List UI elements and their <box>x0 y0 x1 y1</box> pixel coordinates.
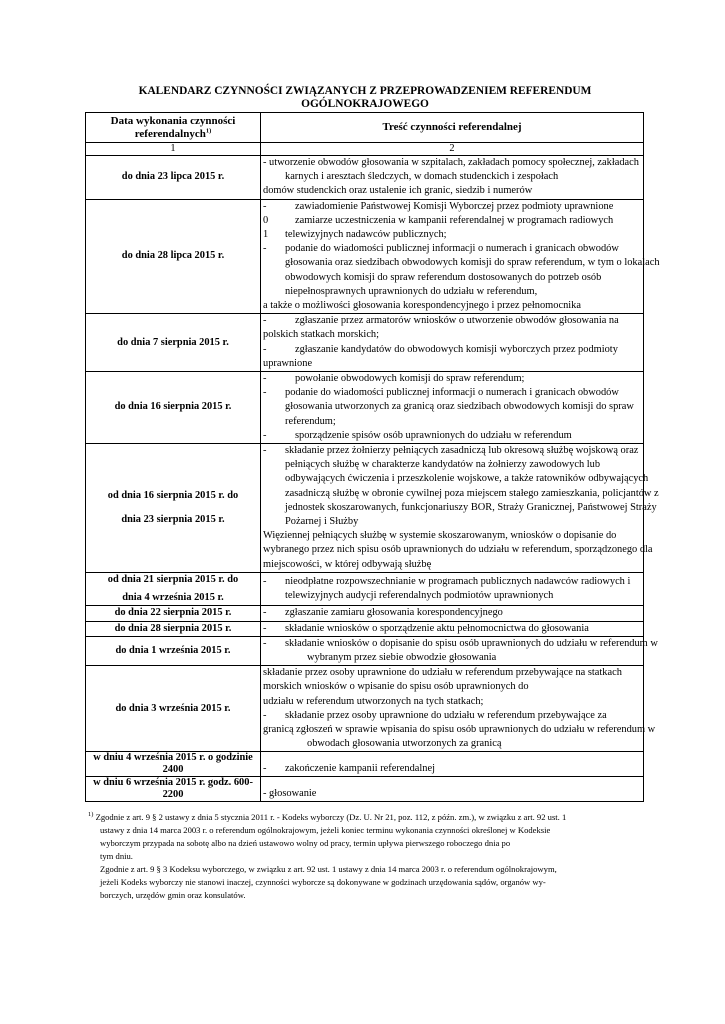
date-line: w dniu 6 września 2015 r. godz. 600- <box>93 777 253 789</box>
content-line: niepełnosprawnych uprawnionych do udziału w referendum, <box>285 285 538 297</box>
bullet-marker: - <box>263 637 267 649</box>
row-content <box>261 666 656 752</box>
content-line: składanie przez osoby uprawnione do udziału w referendum przebywające na statkach <box>263 667 622 679</box>
document-title <box>100 85 630 110</box>
table-row <box>86 444 644 573</box>
date-line: do dnia 28 sierpnia 2015 r. <box>114 622 232 634</box>
row-date <box>86 314 261 372</box>
footnote-marker: 1) <box>88 811 94 819</box>
content-line: głosowania oraz siedzibach obwodowych komisji do spraw referendum, w tym o lokalach <box>285 257 660 269</box>
content-line: zgłaszanie zamiaru głosowania korespondencyjnego <box>285 607 503 619</box>
content-line: głosowania utworzonych za granicą oraz siedzibach obwodowych komisji do spraw <box>285 401 634 413</box>
row-date <box>86 572 261 605</box>
content-line: sporządzenie spisów osób uprawnionych do udziału w referendum <box>295 429 572 441</box>
bullet-marker: - <box>263 200 267 212</box>
row-date <box>86 606 261 621</box>
content-line: Więziennej pełniących służbę w systemie skoszarowanym, wniosków o dopisanie do <box>263 530 617 542</box>
footnote-line: borczych, urzędów gmin oraz konsulatów. <box>100 890 246 900</box>
content-line: nieodpłatne rozpowszechnianie w programach publicznych nadawców radiowych i <box>285 575 631 587</box>
content-line: telewizyjnych audycji referendalnych podmiotów uprawnionych <box>285 590 554 602</box>
footnote-line: wyborczym przypada na sobotę albo na dzień ustawowo wolny od pracy, termin upływa pierwszego roboczego dnia po <box>100 838 511 848</box>
table-row <box>86 777 644 802</box>
date-line: od dnia 16 sierpnia 2015 r. do <box>107 489 239 501</box>
content-line: zgłaszanie kandydatów do obwodowych komisji wyborczych przez podmioty <box>295 343 618 355</box>
table-row <box>86 621 644 636</box>
bullet-marker: - <box>263 387 267 399</box>
row-date <box>86 372 261 444</box>
footnote-ref: 1) <box>205 126 212 134</box>
content-line: podanie do wiadomości publicznej informacji o numerach i granicach obwodów <box>285 243 619 255</box>
date-line: dnia 4 września 2015 r. <box>122 592 224 604</box>
date-line: do dnia 16 sierpnia 2015 r. <box>114 401 232 413</box>
bullet-marker: 0 <box>263 214 269 226</box>
row-content <box>261 314 644 372</box>
content-line: domów studenckich oraz ustalenie ich granic, siedzib i numerów <box>263 185 533 197</box>
table-row <box>86 606 644 621</box>
title-line-1: KALENDARZ CZYNNOŚCI ZWIĄZANYCH Z PRZEPROWADZENIEM REFERENDUM <box>138 85 592 97</box>
date-line: dnia 23 sierpnia 2015 r. <box>121 513 225 525</box>
row-content <box>261 636 658 665</box>
date-line: do dnia 7 sierpnia 2015 r. <box>117 336 229 348</box>
content-line: zgłaszanie przez armatorów wniosków o utworzenie obwodów głosowania na <box>295 315 619 327</box>
row-date <box>86 621 261 636</box>
content-line: wybranym przez siebie obwodzie głosowania <box>307 651 497 663</box>
row-date <box>86 156 261 200</box>
content-line: miejscowości, w której odbywają służbę <box>263 558 432 570</box>
content-line: referendum; <box>285 415 336 427</box>
row-content <box>261 372 644 444</box>
bullet-marker: - <box>263 709 267 721</box>
title-line-2: OGÓLNOKRAJOWEGO <box>301 97 429 110</box>
content-line: jednostek skoszarowanych, funkcjonariuszy BOR, Straży Granicznej, Państwowej Straży <box>285 501 657 513</box>
bullet-marker: - <box>263 429 267 441</box>
table-row <box>86 752 644 777</box>
row-date <box>86 444 261 573</box>
row-content <box>261 199 660 314</box>
bullet-marker: - <box>263 575 267 587</box>
date-line: 2200 <box>162 789 184 801</box>
footnote <box>88 811 648 902</box>
table-row <box>86 156 644 200</box>
row-date <box>86 666 261 752</box>
table-row <box>86 572 644 605</box>
date-line: od dnia 21 sierpnia 2015 r. do <box>107 573 239 585</box>
row-content <box>261 444 659 573</box>
content-line: obwodach głosowania utworzonych za granicą <box>307 738 502 750</box>
bullet-marker: - <box>263 243 267 255</box>
table-row <box>86 666 644 752</box>
date-line: do dnia 23 lipca 2015 r. <box>121 171 225 183</box>
content-line: telewizyjnych nadawców publicznych; <box>285 229 447 241</box>
content-line: składanie wniosków o sporządzenie aktu pełnomocnictwa do głosowania <box>285 622 589 634</box>
row-date <box>86 636 261 665</box>
content-line: - utworzenie obwodów głosowania w szpitalach, zakładach pomocy społecznej, zakładach <box>263 157 639 168</box>
header-date <box>86 113 261 143</box>
header-content: Treść czynności referendalnej <box>261 113 644 143</box>
content-line: karnych i aresztach śledczych, w domach studenckich i zespołach <box>285 171 559 183</box>
bullet-marker: - <box>263 315 267 327</box>
column-number-2: 2 <box>261 143 644 156</box>
content-line: składanie wniosków o dopisanie do spisu osób uprawnionych do udziału w referendum w <box>285 637 658 649</box>
row-content <box>261 572 644 605</box>
footnote-line: ustawy z dnia 14 marca 2003 r. o referendum ogólnokrajowym, jeżeli koniec terminu wykonania czynności określonej w Kodeksie <box>100 825 551 835</box>
footnote-line: Zgodnie z art. 9 § 3 Kodeksu wyborczego, w związku z art. 92 ust. 1 ustawy z dnia 14 marca 2003 r. o referendum ogólnokrajowym, <box>100 864 557 874</box>
calendar-table <box>85 112 660 802</box>
content-line: zamiarze uczestniczenia w kampanii referendalnej w programach radiowych <box>295 214 614 226</box>
row-date <box>86 752 261 777</box>
content-line: a także o możliwości głosowania korespondencyjnego i przez pełnomocnika <box>263 300 581 312</box>
content-line: odbywających ćwiczenia i przeszkolenie wojskowe, a także ratowników odbywających <box>285 473 649 485</box>
table-row <box>86 372 644 444</box>
table-row <box>86 314 644 372</box>
date-line: do dnia 3 września 2015 r. <box>115 702 231 714</box>
date-line: do dnia 1 września 2015 r. <box>115 644 231 656</box>
column-number-1: 1 <box>86 143 261 156</box>
content-line: powołanie obwodowych komisji do spraw referendum; <box>295 373 525 385</box>
content-line: wybranego przez nich spisu osób uprawnionych do udziału w referendum, sporządzonego dla <box>263 544 653 556</box>
footnote-line: Zgodnie z art. 9 § 2 ustawy z dnia 5 stycznia 2011 r. - Kodeks wyborczy (Dz. U. Nr 21, poz. 112, z późn. zm.), w związku z art. 92 ust. 1 <box>95 812 567 822</box>
bullet-marker: - <box>263 622 267 634</box>
content-line: granicą zgłoszeń w sprawie wpisania do spisu osób uprawnionych do udziału w referendum w <box>263 723 656 735</box>
content-line: uprawnione <box>263 357 313 369</box>
content-line: polskich statkach morskich; <box>263 329 380 341</box>
footnote-line: jeżeli Kodeks wyborczy nie stanowi inaczej, czynności wyborcze są dokonywane w godzinach urzędowania sądów, organów wy- <box>100 877 546 887</box>
content-line: Pożarnej i Służby <box>285 516 359 528</box>
content-line: składanie przez żołnierzy pełniących zasadniczą lub okresową służbę wojskową oraz <box>285 445 639 457</box>
column-number-row <box>86 143 644 156</box>
bullet-marker: - <box>263 763 267 775</box>
date-line: do dnia 28 lipca 2015 r. <box>121 250 225 262</box>
row-content <box>261 777 644 802</box>
bullet-marker: - <box>263 445 267 457</box>
table-row <box>86 199 644 314</box>
header-date-line-2: referendalnych <box>134 127 206 140</box>
content-line: zakończenie kampanii referendalnej <box>285 763 435 775</box>
header-date-line-1: Data wykonania czynności <box>110 114 236 127</box>
row-content <box>261 156 644 200</box>
row-date <box>86 777 261 802</box>
header-row <box>86 113 644 143</box>
row-content <box>261 621 644 636</box>
date-line: do dnia 22 sierpnia 2015 r. <box>114 607 232 619</box>
bullet-marker: - <box>263 343 267 355</box>
row-content <box>261 606 644 621</box>
bullet-marker: - <box>263 607 267 619</box>
content-line: obwodowych komisji do spraw referendum dostosowanych do potrzeb osób <box>285 271 602 283</box>
row-date <box>86 199 261 314</box>
content-line: morskich wniosków o wpisanie do spisu osób uprawnionych do <box>263 681 529 693</box>
date-line: 2400 <box>162 764 184 776</box>
bullet-marker: 1 <box>263 229 269 241</box>
content-line: podanie do wiadomości publicznej informacji o numerach i granicach obwodów <box>285 387 619 399</box>
content-line: składanie przez osoby uprawnione do udziału w referendum przebywające za <box>285 709 607 721</box>
row-content <box>261 752 644 777</box>
content-line: pełniących służbę w charakterze kandydatów na żołnierzy zawodowych lub <box>285 459 601 471</box>
date-line: w dniu 4 września 2015 r. o godzinie <box>93 752 253 764</box>
content-line: - głosowanie <box>263 788 317 800</box>
content-line: zasadniczą służbę w obronie cywilnej poza miejscem stałego zamieszkania, policjantów z <box>285 487 659 499</box>
content-line: udziału w referendum utworzonych na tych statkach; <box>263 695 484 707</box>
bullet-marker: - <box>263 373 267 385</box>
footnote-line: tym dniu. <box>100 851 133 861</box>
content-line: zawiadomienie Państwowej Komisji Wyborczej przez podmioty uprawnione <box>295 200 614 212</box>
table-row <box>86 636 644 665</box>
